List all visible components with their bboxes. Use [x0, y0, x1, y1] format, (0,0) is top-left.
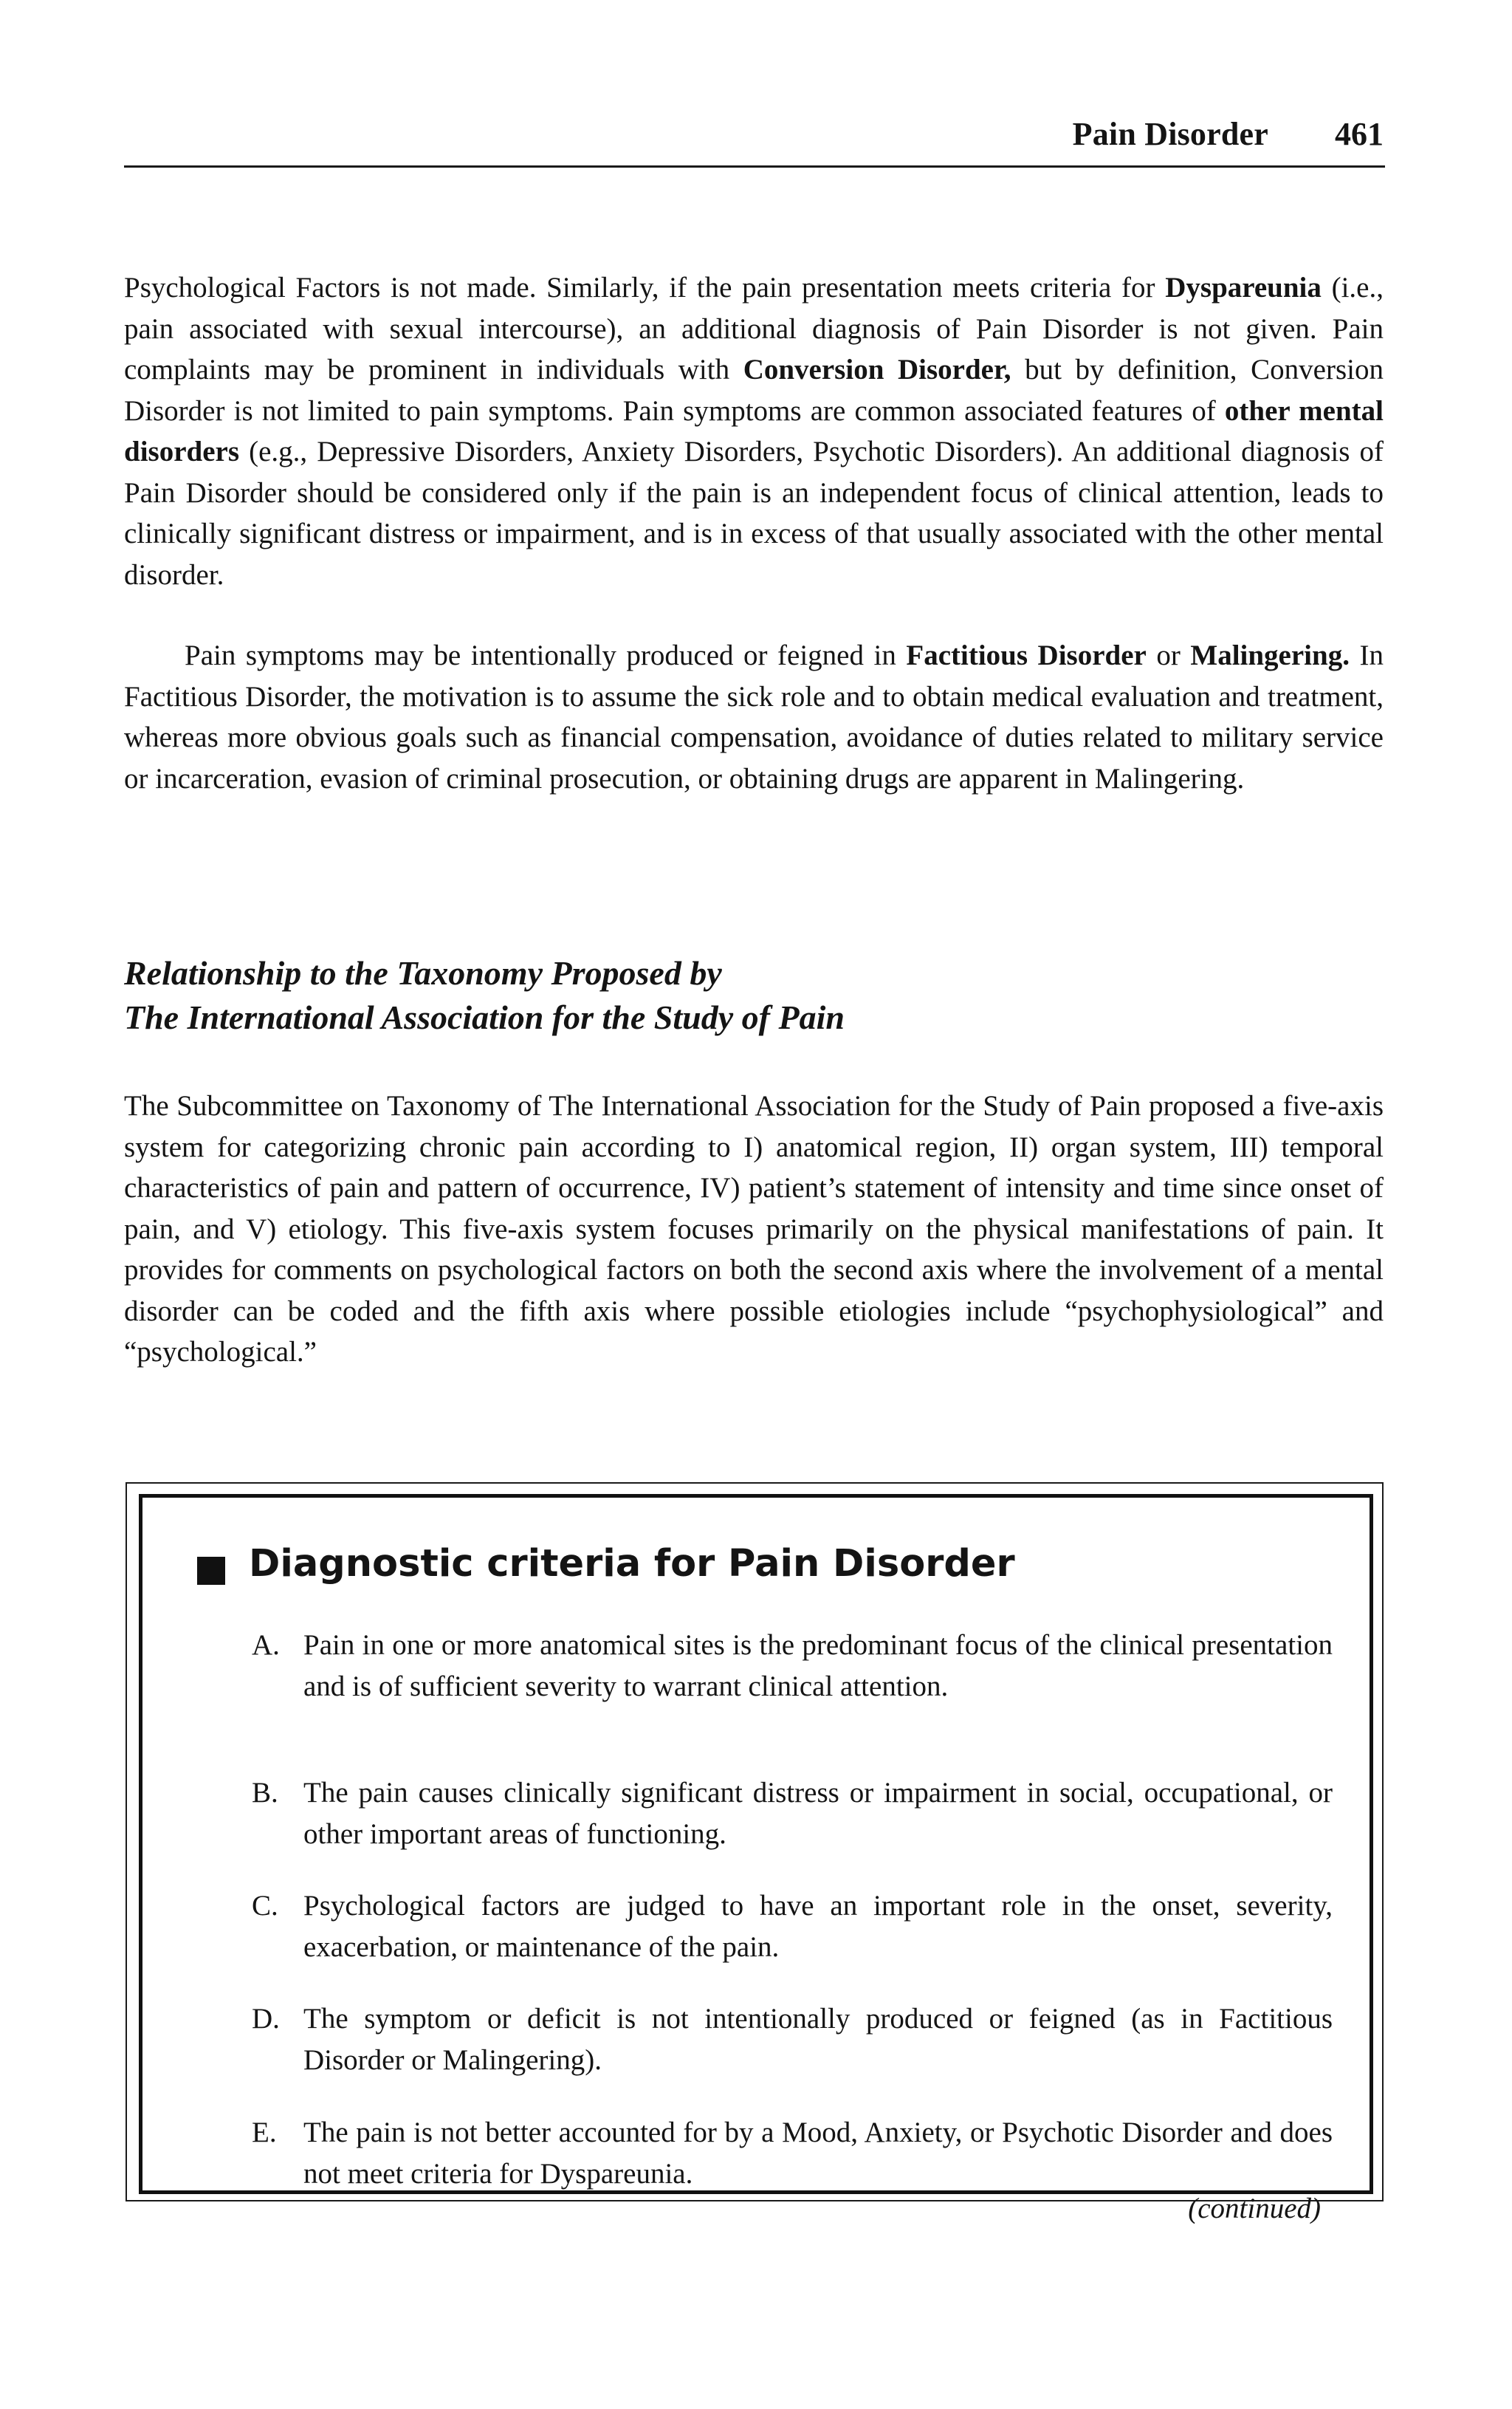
- criteria-box-inner-frame: [139, 1494, 1373, 2224]
- running-header: [124, 115, 1385, 170]
- paragraph-factitious-malingering: [124, 635, 1384, 799]
- text-run: In Factitious Disorder, the motivation is to assume the sick role and to obtain medical evaluation and treatment, whereas more obvious goals such as financial compensation, avoidance of duties related to military service or incarceration, evasion of criminal prosecution, or obtaining drugs are apparent in Malingering.: [124, 640, 1384, 795]
- criterion-a: [252, 1625, 1333, 1707]
- continued-note: (continued): [1188, 2193, 1321, 2224]
- section-heading: [124, 951, 1384, 1040]
- text-run: Pain symptoms may be intentionally produced or feigned in: [185, 640, 907, 671]
- criterion-d: [252, 1998, 1333, 2080]
- criterion-text: The symptom or deficit is not intentionally produced or feigned (as in Factitious Disorder or Malingering).: [303, 2003, 1333, 2076]
- header-rule: [124, 165, 1385, 168]
- criterion-text: Psychological factors are judged to have an important role in the onset, severity, exacerbation, or maintenance of the pain.: [303, 1890, 1333, 1963]
- criteria-box-title: Diagnostic criteria for Pain Disorder: [249, 1542, 1015, 1586]
- criterion-text: The pain is not better accounted for by a Mood, Anxiety, or Psychotic Disorder and does not meet criteria for Dyspareunia.: [303, 2117, 1333, 2190]
- criterion-text: Pain in one or more anatomical sites is the predominant focus of the clinical presentation and is of sufficient severity to warrant clinical attention.: [303, 1629, 1333, 1702]
- term-other-mental-disorders: other mental disorders: [124, 394, 1384, 467]
- term-conversion-disorder: Conversion Disorder,: [743, 354, 1011, 385]
- page-number: 461: [1335, 116, 1384, 152]
- square-bullet-icon: [197, 1557, 225, 1585]
- text-run: or: [1146, 640, 1191, 671]
- criterion-letter: C.: [252, 1890, 278, 1922]
- criterion-c: [252, 1885, 1333, 1967]
- criterion-text: The pain causes clinically significant distress or impairment in social, occupational, or other important areas of functioning.: [303, 1777, 1333, 1850]
- text-run: Psychological Factors is not made. Similarly, if the pain presentation meets criteria for: [124, 272, 1166, 304]
- criterion-letter: E.: [252, 2117, 277, 2148]
- criterion-e: [252, 2112, 1333, 2194]
- text-run: (e.g., Depressive Disorders, Anxiety Disorders, Psychotic Disorders). An additional diagnosis of Pain Disorder should be considered only if the pain is an independent focus of clinical attention, leads to clinically significant distress or impairment, and is in excess of that usually associated with the other mental disorder.: [124, 436, 1384, 591]
- criterion-letter: A.: [252, 1629, 280, 1661]
- criterion-letter: B.: [252, 1777, 278, 1809]
- section-heading-line-1: Relationship to the Taxonomy Proposed by: [124, 954, 722, 992]
- section-heading-line-2: The International Association for the Study of Pain: [124, 998, 845, 1036]
- term-malingering: Malingering.: [1190, 640, 1350, 671]
- term-dyspareunia: Dyspareunia: [1165, 272, 1322, 304]
- paragraph-iasp-taxonomy: The Subcommittee on Taxonomy of The International Association for the Study of Pain proposed a five-axis system for categorizing chronic pain according to I) anatomical region, II) organ system, III) temporal characteristics of pain and pattern of occurrence, IV) patient’s statement of intensity and time since onset of pain, and V) etiology. This five-axis system focuses primarily on the physical manifestations of pain. It provides for comments on psychological factors on both the second axis where the involvement of a mental disorder can be coded and the fifth axis where possible etiologies include “psychophysiological” and “psychological.”: [124, 1090, 1384, 1368]
- criteria-box: [126, 1482, 1384, 2224]
- term-factitious-disorder: Factitious Disorder: [906, 640, 1147, 671]
- criterion-b: [252, 1772, 1333, 1854]
- header-title: Pain Disorder: [1072, 116, 1268, 152]
- text-run: but by definition, Conversion Disorder is not limited to pain symptoms. Pain symptoms are common associated features of: [124, 354, 1384, 427]
- paragraph-differential-diagnosis: [124, 267, 1384, 595]
- text-run: (i.e., pain associated with sexual intercourse), an additional diagnosis of Pain Disorder is not given. Pain complaints may be prominent in individuals with: [124, 272, 1384, 385]
- criterion-letter: D.: [252, 2003, 280, 2035]
